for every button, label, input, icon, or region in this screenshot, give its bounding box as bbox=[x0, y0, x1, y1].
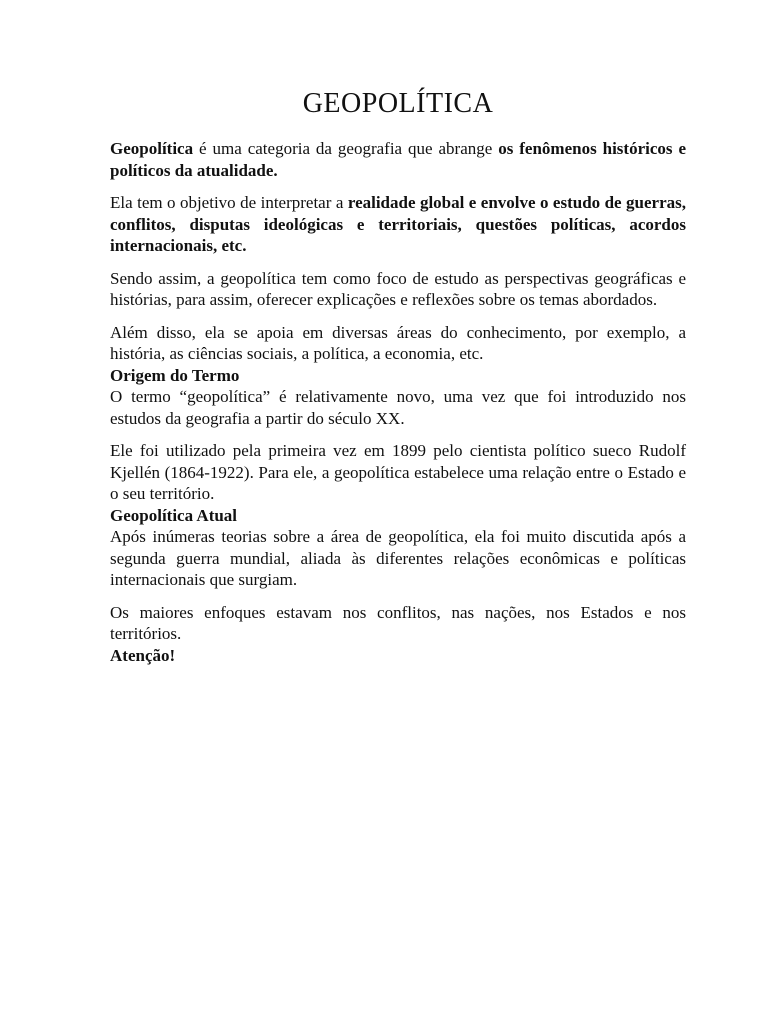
intro-text: é uma categoria da geografia que abrange bbox=[193, 139, 499, 158]
intro-emphasis: os fenômenos históricos e políticos da atualidade. bbox=[110, 139, 686, 180]
document-page bbox=[110, 88, 686, 666]
intro-term: Geopolítica bbox=[110, 139, 194, 158]
current-paragraph-1: Após inúmeras teorias sobre a área de geopolítica, ela foi muito discutida após a segunda guerra mundial, aliada às diferentes relações econômicas e políticas internacionais que surgiam. bbox=[110, 527, 686, 589]
current-paragraph-2: Os maiores enfoques estavam nos conflitos, nas nações, nos Estados e nos territórios. bbox=[110, 602, 686, 643]
focus-paragraph: Sendo assim, a geopolítica tem como foco de estudo as perspectivas geográficas e histórias, para assim, oferecer explicações e reflexões sobre os temas abordados. bbox=[110, 268, 686, 309]
objective-emphasis: realidade global e envolve o estudo de guerras, conflitos, disputas ideológicas e territoriais, questões políticas, acordos internacionais, etc. bbox=[110, 193, 686, 255]
document-title: GEOPOLÍTICA bbox=[302, 88, 494, 119]
origin-paragraph-1: O termo “geopolítica” é relativamente novo, uma vez que foi introduzido nos estudos da geografia a partir do século XX. bbox=[110, 387, 686, 428]
section-heading-origin: Origem do Termo bbox=[110, 365, 240, 385]
areas-paragraph: Além disso, ela se apoia em diversas áreas do conhecimento, por exemplo, a história, as ciências sociais, a política, a economia, etc. bbox=[110, 322, 686, 363]
section-heading-current: Geopolítica Atual bbox=[110, 505, 238, 525]
objective-text: Ela tem o objetivo de interpretar a bbox=[110, 193, 348, 212]
section-heading-attention: Atenção! bbox=[110, 645, 176, 665]
origin-paragraph-2: Ele foi utilizado pela primeira vez em 1899 pelo cientista político sueco Rudolf Kjellén (1864-1922). Para ele, a geopolítica estabelece uma relação entre o Estado e o seu território. bbox=[110, 441, 686, 503]
intro-paragraph bbox=[110, 138, 686, 181]
objective-paragraph bbox=[110, 192, 686, 257]
